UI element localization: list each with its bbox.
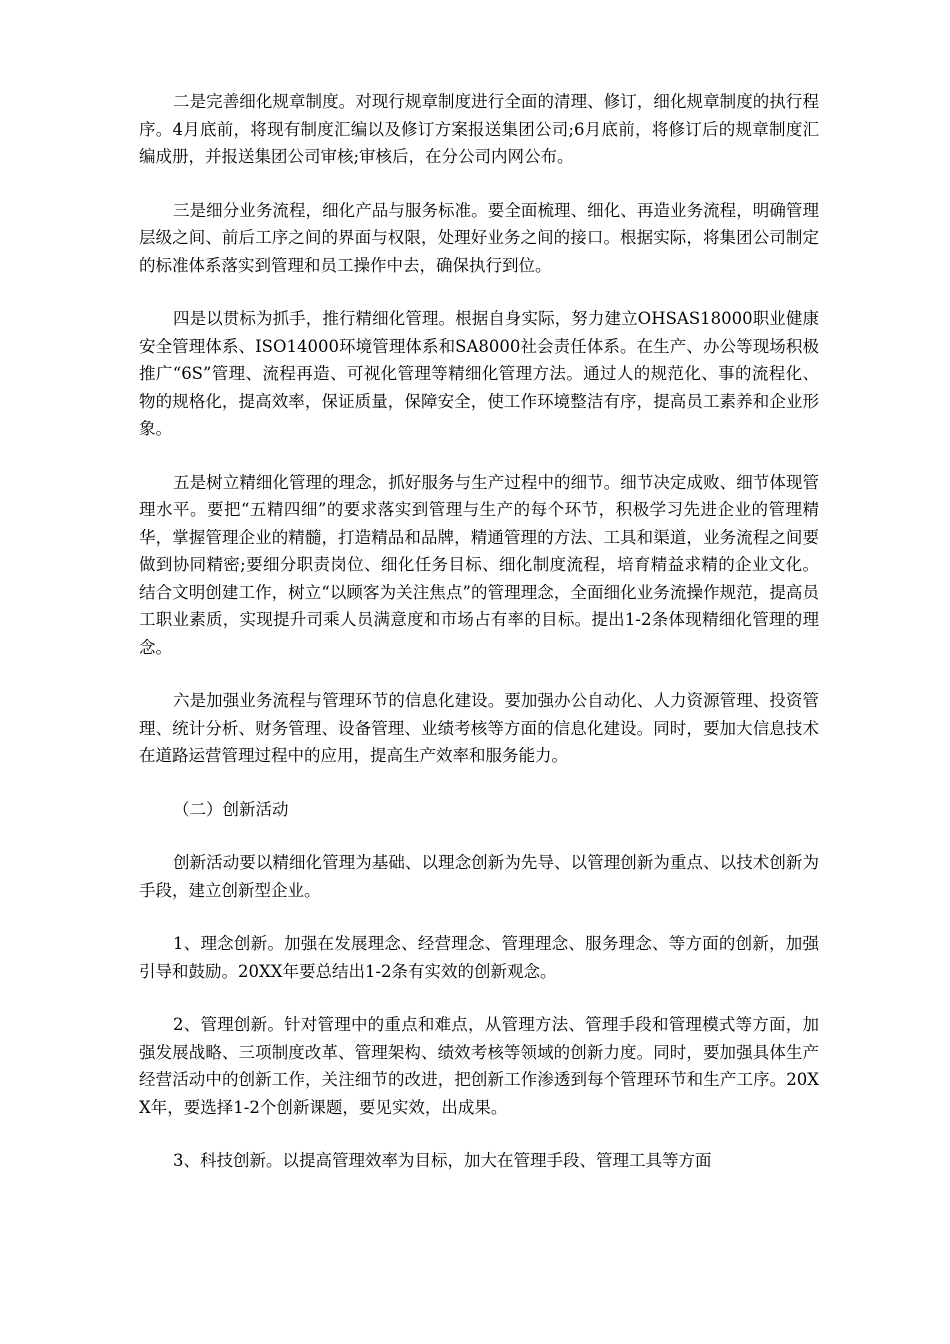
- section-heading-innovation: （二）创新活动: [173, 799, 289, 819]
- paragraph-tech-innovation: 3、科技创新。以提高管理效率为目标，加大在管理手段、管理工具等方面: [173, 1151, 712, 1170]
- paragraph-refined-management-concept: 五是树立精细化管理的理念，抓好服务与生产过程中的细节。细节决定成败、细节体现管理水平。要把“五精四细”的要求落实到管理与生产的每个环节，积极学习先进企业的管理精华，掌握管理企业的精髓，打造精品和品牌，精通管理的方法、工具和渠道，业务流程之间要做到协同精密;要细分职责岗位、细化任务目标、细化制度流程，培育精益求精的企业文化。结合文明创建工作，树立“以顾客为关注焦点”的管理理念，全面细化业务流操作规范，提高员工职业素质，实现提升司乘人员满意度和市场占有率的目标。提出1-2条体现精细化管理的理念。: [139, 472, 819, 657]
- paragraph-concept-innovation: 1、理念创新。加强在发展理念、经营理念、管理理念、服务理念、等方面的创新，加强引导和鼓励。20XX年要总结出1-2条有实效的创新观念。: [139, 934, 819, 981]
- paragraph-management-innovation: 2、管理创新。针对管理中的重点和难点，从管理方法、管理手段和管理模式等方面，加强发展战略、三项制度改革、管理架构、绩效考核等领域的创新力度。同时，要加强具体生产经营活动中的创新工作，关注细节的改进，把创新工作渗透到每个管理环节和生产工序。20XX年，要选择1-2个创新课题，要见实效，出成果。: [139, 1015, 819, 1117]
- paragraph-standards-management: 四是以贯标为抓手，推行精细化管理。根据自身实际，努力建立OHSAS18000职业健康安全管理体系、ISO14000环境管理体系和SA8000社会责任体系。在生产、办公等现场积极推广“6S”管理、流程再造、可视化管理等精细化管理方法。通过人的规范化、事的流程化、物的规格化，提高效率，保证质量，保障安全，使工作环境整洁有序，提高员工素养和企业形象。: [139, 309, 819, 438]
- paragraph-regulations: 二是完善细化规章制度。对现行规章制度进行全面的清理、修订，细化规章制度的执行程序。4月底前，将现有制度汇编以及修订方案报送集团公司;6月底前，将修订后的规章制度汇编成册，并报送集团公司审核;审核后，在分公司内网公布。: [139, 92, 819, 166]
- paragraph-business-process: 三是细分业务流程，细化产品与服务标准。要全面梳理、细化、再造业务流程，明确管理层级之间、前后工序之间的界面与权限，处理好业务之间的接口。根据实际，将集团公司制定的标准体系落实到管理和员工操作中去，确保执行到位。: [139, 200, 819, 275]
- paragraph-informatization: 六是加强业务流程与管理环节的信息化建设。要加强办公自动化、人力资源管理、投资管理、统计分析、财务管理、设备管理、业绩考核等方面的信息化建设。同时，要加大信息技术在道路运营管理过程中的应用，提高生产效率和服务能力。: [139, 691, 819, 765]
- paragraph-innovation-intro: 创新活动要以精细化管理为基础、以理念创新为先导、以管理创新为重点、以技术创新为手段，建立创新型企业。: [139, 853, 819, 900]
- document-page: [139, 88, 819, 1201]
